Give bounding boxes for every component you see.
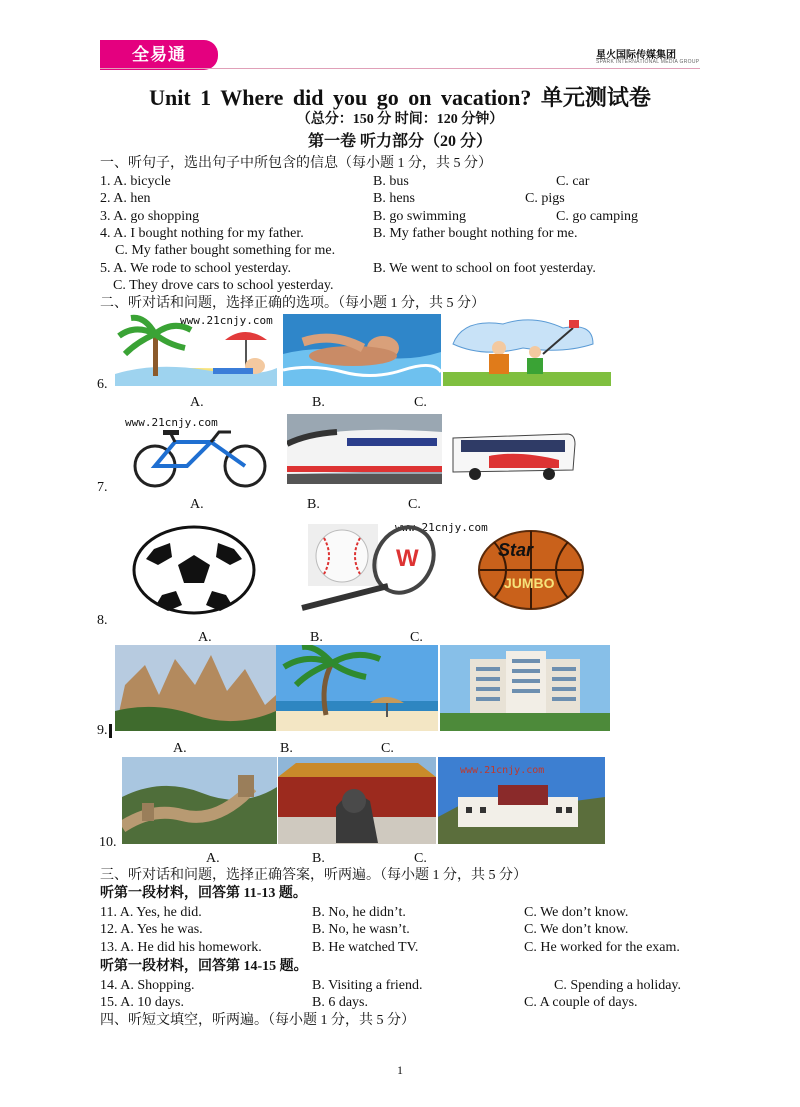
great-wall-picture [122, 757, 277, 844]
section3-sub2: 听第一段材料，回答第 14-15 题。 [100, 959, 308, 974]
q2-option-b: B. hens [373, 191, 415, 206]
header-divider [100, 68, 700, 69]
watermark: www.21cnjy.com [180, 314, 273, 327]
building-picture [440, 645, 610, 731]
q9-label-b: B. [280, 741, 293, 756]
q8-label-a: A. [198, 630, 212, 645]
q1-option-c: C. car [556, 174, 590, 189]
q12-option-b: B. No, he wasn’t. [312, 922, 410, 937]
q11-option-a: 11. A. Yes, he did. [100, 905, 202, 920]
camping-picture [443, 314, 611, 386]
q15-option-c: C. A couple of days. [524, 995, 638, 1010]
watermark: www.21cnjy.com [395, 521, 488, 534]
page-title: Unit 1 Where did you go on vacation? 单元测试卷 [149, 85, 651, 110]
q9-label-a: A. [173, 741, 187, 756]
page-number: 1 [397, 1063, 403, 1077]
bicycle-picture [127, 428, 275, 488]
q11-option-c: C. We don’t know. [524, 905, 629, 920]
q8-number: 8. [97, 613, 108, 628]
q3-option-c: C. go camping [556, 209, 639, 224]
section3-heading: 三、听对话和问题，选择正确答案，听两遍。（每小题 1 分，共 5 分） [100, 868, 527, 883]
text-cursor-mark [109, 724, 112, 738]
q8-label-b: B. [310, 630, 323, 645]
q4-option-b: B. My father bought nothing for me. [373, 226, 578, 241]
q4-option-c: C. My father bought something for me. [115, 243, 336, 258]
q10-label-b: B. [312, 851, 325, 866]
publisher-subtitle: SPARK INTERNATIONAL MEDIA GROUP [596, 59, 700, 65]
q9-label-c: C. [381, 741, 394, 756]
q5-option-b: B. We went to school on foot yesterday. [373, 261, 596, 276]
q7-number: 7. [97, 480, 108, 495]
q14-option-b: B. Visiting a friend. [312, 978, 423, 993]
watermark: www.21cnjy.com [460, 765, 545, 776]
q7-label-b: B. [307, 497, 320, 512]
exam-info: （总分：150 分 时间：120 分钟） [296, 112, 504, 127]
q7-label-c: C. [408, 497, 421, 512]
q14-option-c: C. Spending a holiday. [554, 978, 682, 993]
q1-option-a: 1. A. bicycle [100, 174, 171, 189]
section2-heading: 二、听对话和问题，选择正确的选项。（每小题 1 分，共 5 分） [100, 296, 485, 311]
watermark: www.21cnjy.com [125, 416, 218, 429]
section4-heading: 四、听短文填空，听两遍。（每小题 1 分，共 5 分） [100, 1013, 415, 1028]
q10-label-a: A. [206, 851, 220, 866]
baseball-tennis-picture [292, 520, 440, 615]
q12-option-a: 12. A. Yes he was. [100, 922, 203, 937]
svg-text:W: W [396, 545, 419, 572]
q8-label-c: C. [410, 630, 423, 645]
soccer-ball-picture [132, 525, 257, 615]
q3-option-b: B. go swimming [373, 209, 466, 224]
q6-label-b: B. [312, 395, 325, 410]
q3-option-a: 3. A. go shopping [100, 209, 200, 224]
basketball-picture [478, 530, 584, 610]
ball-label: JUMBO [504, 575, 555, 591]
q11-option-b: B. No, he didn’t. [312, 905, 406, 920]
q13-option-a: 13. A. He did his homework. [100, 940, 262, 955]
section1-heading: 一、听句子，选出句子中所包含的信息（每小题 1 分，共 5 分） [100, 156, 492, 171]
q6-label-c: C. [414, 395, 427, 410]
q2-option-c: C. pigs [525, 191, 565, 206]
q13-option-b: B. He watched TV. [312, 940, 419, 955]
section3-sub1: 听第一段材料，回答第 11-13 题。 [100, 886, 307, 901]
q15-option-a: 15. A. 10 days. [100, 995, 184, 1010]
q6-label-a: A. [190, 395, 204, 410]
q5-option-c: C. They drove cars to school yesterday. [113, 278, 334, 293]
ball-brand: Star [498, 540, 534, 560]
q12-option-c: C. We don’t know. [524, 922, 629, 937]
q2-option-a: 2. A. hen [100, 191, 151, 206]
bus-picture [449, 430, 577, 482]
mountains-picture [115, 645, 276, 731]
q14-option-a: 14. A. Shopping. [100, 978, 195, 993]
q5-option-a: 5. A. We rode to school yesterday. [100, 261, 291, 276]
train-picture [287, 414, 442, 484]
q1-option-b: B. bus [373, 174, 409, 189]
brand-logo: 全易通 [100, 40, 218, 70]
q13-option-c: C. He worked for the exam. [524, 940, 680, 955]
q15-option-b: B. 6 days. [312, 995, 368, 1010]
publisher-name: 星火国际传媒集团 [596, 50, 676, 61]
q9-number: 9. [97, 723, 108, 738]
q7-label-a: A. [190, 497, 204, 512]
q4-option-a: 4. A. I bought nothing for my father. [100, 226, 304, 241]
part-title: 第一卷 听力部分（20 分） [307, 133, 492, 150]
q10-label-c: C. [414, 851, 427, 866]
swimming-picture [283, 314, 441, 386]
beach-palm-picture [276, 645, 438, 731]
q6-number: 6. [97, 377, 108, 392]
q10-number: 10. [99, 835, 117, 850]
palace-lion-picture [278, 757, 436, 844]
